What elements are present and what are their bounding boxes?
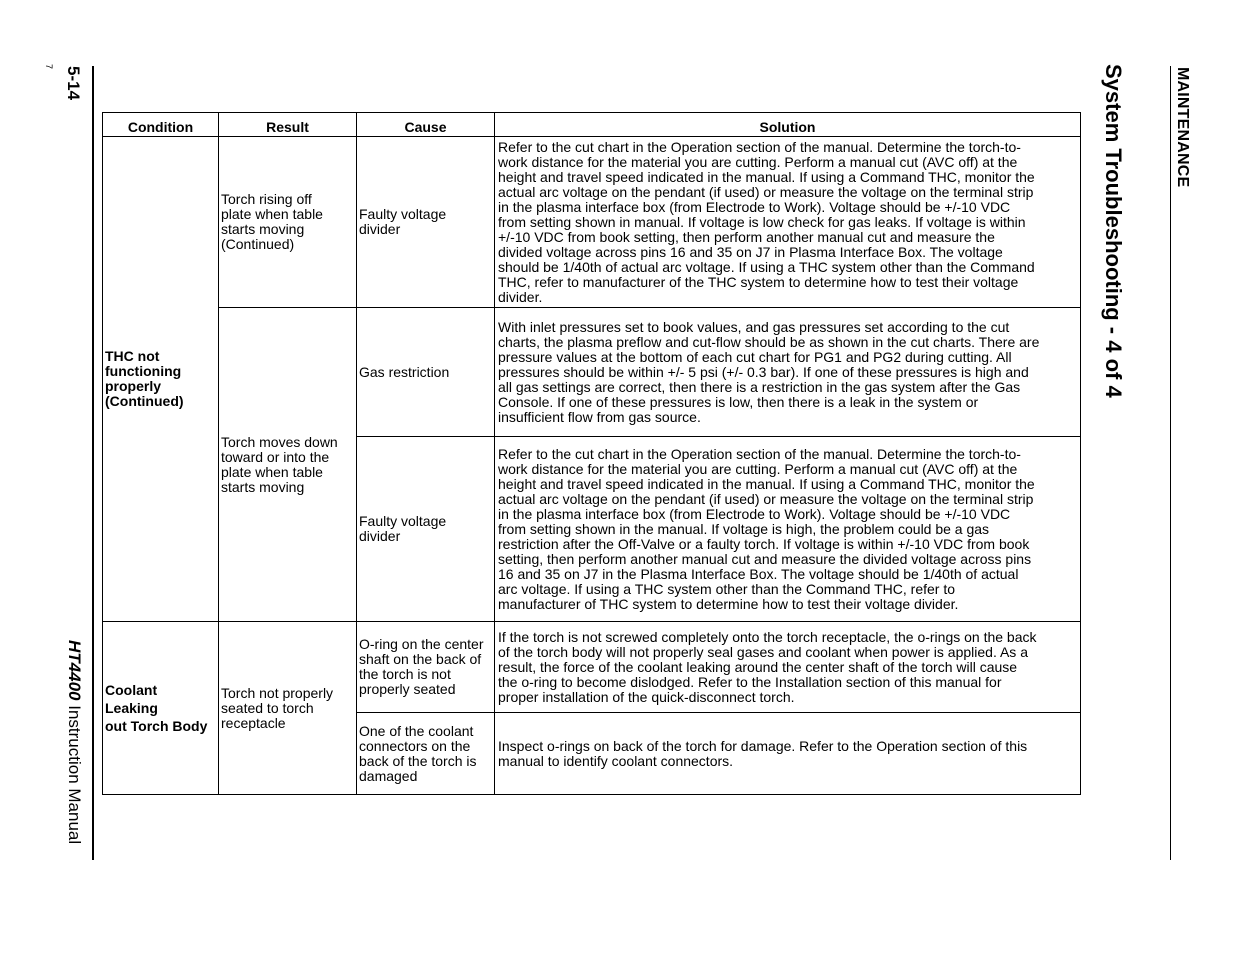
solution-cell: Refer to the cut chart in the Operation section of the manual. Determine the torch-to- work distance for the material you are cutting. Perform a manual cut (AVC off) at the height and travel speed indicated in the manual. If using a Command THC, monitor the actual arc voltage on the pendant (if used) or measure the voltage on the terminal strip in the plasma interface box (from Electrode to Work). Voltage should be +/-10 VDC from setting shown in manual. If voltage is low check for gas leaks. If voltage is within +/-10 VDC from book setting, then perform another manual cut and measure the divided voltage across pins 16 and 35 on J7 in Plasma Interface Box. The voltage should be 1/40th of actual arc voltage. If using a THC system other than the Command THC, refer to manufacturer of the THC system to determine how to test their voltage divider. (495, 137, 1081, 308)
manual-title (66, 640, 83, 844)
cause-cell: Faulty voltage divider (357, 437, 495, 622)
result-cell: Torch rising off plate when table starts moving (Continued) (219, 137, 357, 308)
section-label: MAINTENANCE (1174, 67, 1191, 188)
page-number: 5-14 (64, 66, 83, 101)
table-header-row (103, 113, 1081, 137)
result-cell: Torch not properly seated to torch receptacle (219, 622, 357, 795)
table-row (103, 308, 1081, 437)
revision-number: 7 (44, 64, 54, 70)
condition-cell: Coolant Leaking out Torch Body (103, 622, 219, 795)
solution-cell: Inspect o-rings on back of the torch for damage. Refer to the Operation section of this manual to identify coolant connectors. (495, 713, 1081, 795)
cause-cell: Faulty voltage divider (357, 137, 495, 308)
left-margin-rule (92, 66, 94, 860)
solution-cell: Refer to the cut chart in the Operation section of the manual. Determine the torch-to- work distance for the material you are cutting. Perform a manual cut (AVC off) at the height and travel speed indicated in the manual. If using a Command THC, monitor the actual arc voltage on the pendant (if used) or measure the voltage on the terminal strip in the plasma interface box (from Electrode to Work). Voltage should be +/-10 VDC from setting shown in the manual. If voltage is high, the problem could be a gas restriction after the Off-Valve or a faulty torch. If voltage is within +/-10 VDC from book setting, then perform another manual cut and measure the divided voltage across pins 16 and 35 on J7 in the Plasma Interface Box. The voltage should be 1/40th of actual arc voltage. If using a THC system other than the Command THC, refer to manufacturer of THC system to determine how to test their voltage divider. (495, 437, 1081, 622)
table-row (103, 622, 1081, 713)
solution-cell: If the torch is not screwed completely onto the torch receptacle, the o-rings on the back of the torch body will not properly seal gases and coolant when power is applied. As a result, the force of the coolant leaking around the center shaft of the torch will cause the o-ring to become dislodged. Refer to the Installation section of this manual for proper installation of the quick-disconnect torch. (495, 622, 1081, 713)
solution-cell: With inlet pressures set to book values, and gas pressures set according to the cut charts, the plasma preflow and cut-flow should be as shown in the cut charts. There are pressure values at the bottom of each cut chart for PG1 and PG2 during cutting. All pressures should be within +/- 5 psi (+/- 0.3 bar). If one of these pressures is high and all gas settings are correct, then there is a restriction in the gas system after the Gas Console. If one of these pressures is low, then there is a leak in the system or insufficient flow from gas source. (495, 308, 1081, 437)
table-row (103, 137, 1081, 308)
condition-cell: THC not functioning properly (Continued) (103, 137, 219, 622)
manual-name: Instruction Manual (65, 705, 84, 845)
troubleshooting-table (102, 112, 1081, 795)
cause-cell: O-ring on the center shaft on the back of the torch is not properly seated (357, 622, 495, 713)
cause-cell: One of the coolant connectors on the back of the torch is damaged (357, 713, 495, 795)
column-header-condition: Condition (103, 113, 219, 137)
column-header-solution: Solution (495, 113, 1081, 137)
right-margin-rule (1170, 66, 1171, 860)
result-cell: Torch moves down toward or into the plate when table starts moving (219, 308, 357, 622)
column-header-cause: Cause (357, 113, 495, 137)
cause-cell: Gas restriction (357, 308, 495, 437)
page-title: System Troubleshooting - 4 of 4 (1101, 64, 1126, 398)
column-header-result: Result (219, 113, 357, 137)
model-name: HT4400 (65, 640, 84, 701)
